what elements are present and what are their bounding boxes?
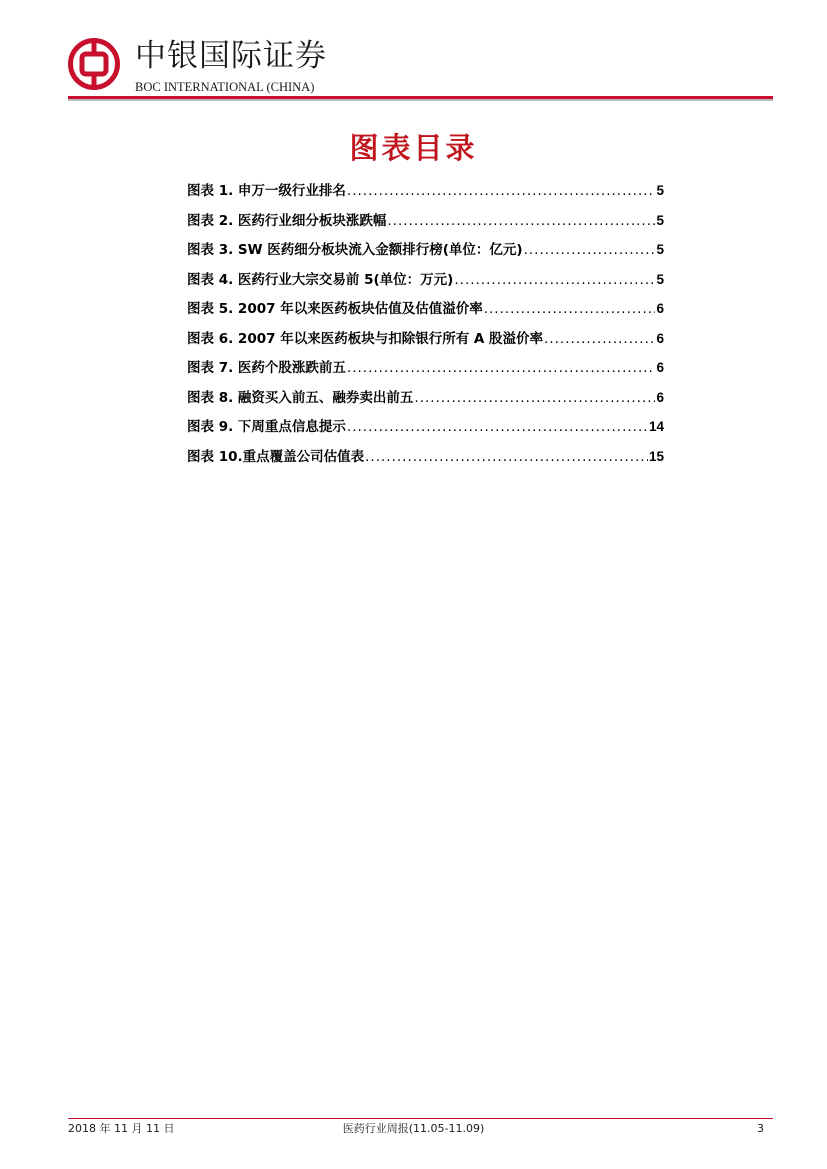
toc-entry-page[interactable]: 15	[648, 448, 664, 464]
toc-entry[interactable]	[187, 446, 664, 476]
toc-entry-page[interactable]: 5	[656, 242, 664, 257]
toc-entry-label[interactable]: 图表 10.重点覆盖公司估值表	[187, 448, 365, 465]
toc-entry-page[interactable]: 5	[656, 183, 664, 198]
toc-entry-page[interactable]: 14	[648, 419, 664, 434]
footer-divider	[68, 1118, 773, 1119]
toc-entry-label[interactable]: 图表 8. 融资买入前五、融券卖出前五	[187, 389, 414, 406]
toc-entry-page[interactable]: 6	[656, 360, 664, 375]
toc-entry-page[interactable]: 5	[656, 271, 664, 287]
footer-date: 2018 年 11 月 11 日	[68, 1122, 175, 1135]
toc-entry[interactable]	[187, 416, 664, 446]
boc-logo-icon	[68, 38, 120, 90]
toc-leader-dots	[365, 447, 648, 468]
toc-entry[interactable]	[187, 357, 664, 387]
toc-leader-dots	[544, 329, 655, 350]
toc-list	[187, 180, 664, 475]
toc-entry-label[interactable]: 图表 6. 2007 年以来医药板块与扣除银行所有 A 股溢价率	[187, 330, 544, 347]
toc-leader-dots	[414, 388, 655, 409]
toc-entry[interactable]	[187, 239, 664, 269]
toc-entry-page[interactable]: 6	[656, 389, 664, 405]
toc-entry[interactable]	[187, 269, 664, 299]
toc-entry-label[interactable]: 图表 5. 2007 年以来医药板块估值及估值溢价率	[187, 301, 483, 317]
toc-entry[interactable]	[187, 387, 664, 417]
toc-title: 图表目录	[349, 131, 478, 165]
toc-entry-page[interactable]: 5	[656, 212, 664, 228]
toc-leader-dots	[524, 240, 656, 261]
toc-entry-label[interactable]: 图表 7. 医药个股涨跌前五	[187, 360, 346, 376]
toc-leader-dots	[484, 299, 656, 320]
toc-entry[interactable]	[187, 328, 664, 358]
toc-entry[interactable]	[187, 298, 664, 328]
toc-entry-page[interactable]: 6	[656, 301, 664, 316]
toc-leader-dots	[347, 417, 648, 438]
toc-entry-label[interactable]: 图表 2. 医药行业细分板块涨跌幅	[187, 212, 387, 229]
footer-report-title: 医药行业周报(11.05-11.09)	[342, 1122, 485, 1135]
toc-leader-dots	[454, 270, 655, 291]
company-name-cn: 中银国际证券	[135, 38, 327, 74]
header-divider-shadow	[68, 99, 773, 101]
toc-leader-dots	[347, 181, 656, 202]
toc-leader-dots	[347, 358, 656, 379]
toc-entry[interactable]	[187, 180, 664, 210]
company-name-en: BOC INTERNATIONAL (CHINA)	[135, 80, 315, 94]
toc-entry[interactable]	[187, 210, 664, 240]
toc-entry-label[interactable]: 图表 9. 下周重点信息提示	[187, 419, 346, 435]
footer-page-number: 3	[757, 1122, 764, 1135]
toc-leader-dots	[387, 211, 655, 232]
toc-entry-page[interactable]: 6	[656, 330, 664, 346]
toc-entry-label[interactable]: 图表 1. 申万一级行业排名	[187, 183, 346, 199]
toc-entry-label[interactable]: 图表 3. SW 医药细分板块流入金额排行榜(单位：亿元)	[187, 242, 523, 258]
toc-entry-label[interactable]: 图表 4. 医药行业大宗交易前 5(单位：万元)	[187, 271, 454, 288]
